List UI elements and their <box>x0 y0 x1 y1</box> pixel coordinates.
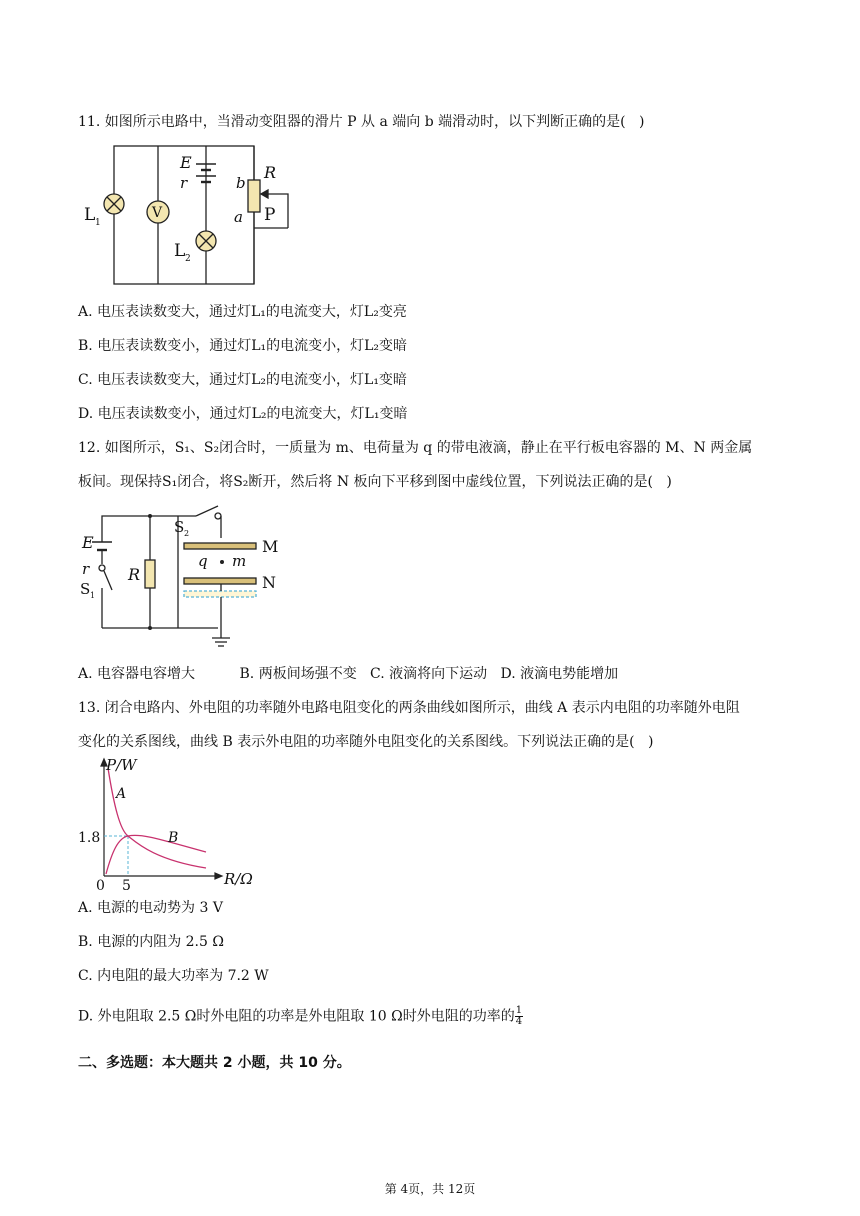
x-origin-label: 0 <box>96 878 105 894</box>
q12-stem-line2: 板间。现保持S₁闭合，将S₂断开，然后将 N 板向下平移到图中虚线位置，下列说法正确的是( ) <box>78 474 672 490</box>
label-S1-sub: 1 <box>90 591 96 600</box>
label-a: a <box>234 208 243 226</box>
fraction-numerator: 1 <box>515 1005 523 1016</box>
page-footer: 第 4页，共 12页 <box>384 1182 476 1196</box>
q13-option-c: C. 内电阻的最大功率为 7.2 W <box>78 968 269 984</box>
q13-option-a: A. 电源的电动势为 3 V <box>78 900 223 916</box>
label-r: r <box>82 560 90 578</box>
label-S2: S <box>174 518 185 536</box>
label-E: E <box>180 153 192 172</box>
label-R: R <box>128 565 141 584</box>
label-m: m <box>232 552 247 570</box>
q13-option-b: B. 电源的内阻为 2.5 Ω <box>78 934 224 950</box>
label-N: N <box>262 573 276 592</box>
curve-A-label: A <box>116 786 127 802</box>
q13-option-d <box>78 1006 523 1027</box>
q11-option-a: A. 电压表读数变大，通过灯L₁的电流变大，灯L₂变亮 <box>78 304 407 320</box>
q12-options: A. 电容器电容增大 B. 两板间场强不变 C. 液滴将向下运动 D. 液滴电势能增加 <box>78 666 619 682</box>
q13-stem-line1: 13. 闭合电路内、外电阻的功率随外电路电阻变化的两条曲线如图所示，曲线 A 表示内电阻的功率随外电阻 <box>78 700 740 716</box>
y-tick-label: 1.8 <box>78 830 101 846</box>
curve-B-line <box>106 835 206 874</box>
q13-stem-line2: 变化的关系图线，曲线 B 表示外电阻的功率随外电阻变化的关系图线。下列说法正确的是( ) <box>78 734 654 750</box>
q11-stem: 11. 如图所示电路中，当滑动变阻器的滑片 P 从 a 端向 b 端滑动时，以下判断正确的是( ) <box>78 114 645 130</box>
x-tick-label: 5 <box>122 878 131 894</box>
q13-power-graph <box>76 756 256 900</box>
label-L1-sub: 1 <box>95 218 101 228</box>
label-M: M <box>262 537 279 556</box>
fraction <box>515 1006 523 1027</box>
label-q: q <box>198 552 208 570</box>
label-S2-sub: 2 <box>184 529 190 538</box>
label-E: E <box>82 533 94 552</box>
q12-capacitor-circuit-diagram <box>78 498 298 654</box>
label-L1: L <box>84 205 96 225</box>
q11-option-d: D. 电压表读数变小，通过灯L₂的电流变大，灯L₁变暗 <box>78 406 408 422</box>
label-L2-sub: 2 <box>185 254 191 264</box>
curve-A-line <box>108 768 206 868</box>
y-axis-label: P/W <box>106 756 137 774</box>
label-V: V <box>152 205 163 221</box>
x-axis-label: R/Ω <box>224 870 253 888</box>
label-P: P <box>264 205 276 225</box>
q11-option-c: C. 电压表读数变大，通过灯L₂的电流变小，灯L₁变暗 <box>78 372 407 388</box>
q13-option-d-text: D. 外电阻取 2.5 Ω时外电阻的功率是外电阻取 10 Ω时外电阻的功率的 <box>78 1008 515 1025</box>
curve-B-label: B <box>168 830 179 846</box>
q11-circuit-diagram <box>80 140 320 296</box>
section-title: 二、多选题：本大题共 2 小题，共 10 分。 <box>78 1055 351 1071</box>
label-r: r <box>180 174 188 192</box>
label-R: R <box>264 163 277 182</box>
label-S1: S <box>80 580 91 598</box>
label-b: b <box>236 174 246 192</box>
q11-option-b: B. 电压表读数变小，通过灯L₁的电流变小，灯L₂变暗 <box>78 338 408 354</box>
q12-stem-line1: 12. 如图所示，S₁、S₂闭合时，一质量为 m、电荷量为 q 的带电液滴，静止在平行板电容器的 M、N 两金属 <box>78 440 753 456</box>
fraction-denominator: 4 <box>515 1016 523 1027</box>
label-L2: L <box>174 241 186 261</box>
